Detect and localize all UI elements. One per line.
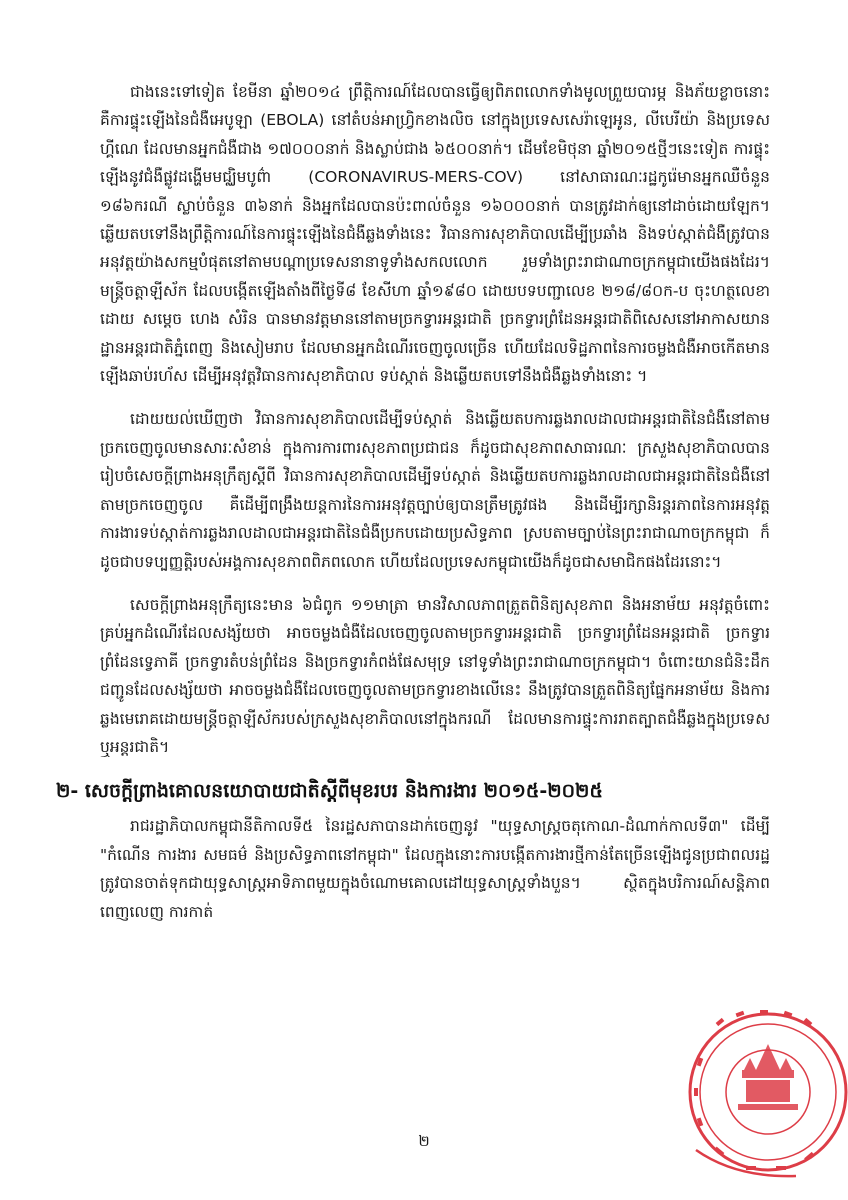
- page-number: ២: [418, 1132, 430, 1150]
- section-heading: ២- សេចក្តីព្រាងគោលនយោបាយជាតិស្តីពីមុខរបរ និងការងារ ២០១៥-២០២៥: [56, 780, 603, 803]
- paragraph-2: ដោយយល់ឃើញថា វិធានការសុខាភិបាលដើម្បីទប់ស្កាត់ និងឆ្លើយតបការឆ្លងរាលដាលជាអន្តរជាតិនៃជំងឺនៅតាមច្រកចេញចូលមានសារៈសំខាន់ ក្នុងការការពារសុខភាពប្រជាជន ក៏ដូចជាសុខភាពសាធារណៈ ក្រសួងសុខាភិបាលបានរៀបចំសេចក្ដីព្រាងអនុក្រឹត្យស្ដីពី វិធានការសុខាភិបាលដើម្បីទប់ស្កាត់ និងឆ្លើយតបការឆ្លងរាលដាលជាអន្តរជាតិនៃជំងឺនៅតាមច្រកចេញចូល គឺដើម្បីពង្រឹងយន្តការនៃការអនុវត្តច្បាប់ឲ្យបានត្រឹមត្រូវផង និងដើម្បីរក្សានិរន្តរភាពនៃការអនុវត្តការងារទប់ស្កាត់ការឆ្លងរាលដាលជាអន្តរជាតិនៃជំងឺប្រកបដោយប្រសិទ្ធភាព ស្របតាមច្បាប់នៃព្រះរាជាណាចក្រកម្ពុជា ក៏ដូចជាបទប្បញ្ញត្តិរបស់អង្គការសុខភាពពិភពលោក ហើយដែលប្រទេសកម្ពុជាយើងក៏ដូចជាសមាជិកផងដែរនោះ។: [100, 410, 770, 571]
- document-body: [56, 78, 770, 941]
- paragraph-3: សេចក្ដីព្រាងអនុក្រឹត្យនេះមាន ៦ជំពូក ១១មាត្រា មានវិសាលភាពត្រួតពិនិត្យសុខភាព និងអនាម័យ អនុវត្តចំពោះគ្រប់អ្នកដំណើរដែលសង្ស័យថា អាចចម្លងជំងឺដែលចេញចូលតាមច្រកទ្វារអន្តរជាតិ ច្រកទ្វារព្រំដែនអន្តរជាតិ ច្រកទ្វារព្រំដែនទ្វេភាគី ច្រកទ្វារតំបន់ព្រំដែន និងច្រកទ្វារកំពង់ផែសមុទ្រ នៅទូទាំងព្រះរាជាណាចក្រកម្ពុជា។ ចំពោះយានជំនិះដឹកជញ្ជូនដែលសង្ស័យថា អាចចម្លងជំងឺដែលចេញចូលតាមច្រកទ្វារខាងលើនេះ នឹងត្រូវបានត្រួតពិនិត្យផ្នែកអនាម័យ និងការឆ្លងមេរោគដោយមន្ត្រីចត្តាឡីស័ករបស់ក្រសួងសុខាភិបាលនៅក្នុងករណី ដែលមានការផ្ទុះការរាតត្បាតជំងឺឆ្លងក្នុងប្រទេស ឬអន្តរជាតិ។: [100, 595, 770, 756]
- paragraph-4: រាជរដ្ឋាភិបាលកម្ពុជានីតិកាលទី៥ នៃរដ្ឋសភាបានដាក់ចេញនូវ "យុទ្ធសាស្ត្រចតុកោណ-ដំណាក់កាលទី៣" ដើម្បី "កំណើន ការងារ សមធម៌ និងប្រសិទ្ធភាពនៅកម្ពុជា" ដែលក្នុងនោះការបង្កើតការងារថ្មីកាន់តែច្រើនឡើងជូនប្រជាពលរដ្ឋ ត្រូវបានចាត់ទុកជាយុទ្ធសាស្ត្រអាទិភាពមួយក្នុងចំណោមគោលដៅយុទ្ធសាស្ត្រទាំងបួន។ ស្ថិតក្នុងបរិការណ៍សន្តិភាពពេញលេញ ការកាត់: [100, 817, 770, 921]
- paragraph-1: ជាងនេះទៅទៀត ខែមីនា ឆ្នាំ២០១៤ ព្រឹត្តិការណ៍ដែលបានធ្វើឲ្យពិភពលោកទាំងមូលព្រួយបារម្ភ និងភ័យខ្លាចនោះ គឺការផ្ទុះឡើងនៃជំងឺអេបូឡា (EBOLA) នៅតំបន់អាហ្វ្រិកខាងលិច នៅក្នុងប្រទេសសេរ៉ាឡេអូន, លីបេរីយ៉ា និងប្រទេសហ្គីណេ ដែលមានអ្នកជំងឺជាង ១៧០០០នាក់ និងស្លាប់ជាង ៦៥០០នាក់។ ដើមខែមិថុនា ឆ្នាំ២០១៥ថ្មីៗនេះទៀត ការផ្ទុះឡើងនូវជំងឺផ្លូវដង្ហើមមជ្ឈិមបូព៌ា (CORONAVIRUS-MERS-COV) នៅសាធារណៈរដ្ឋកូរ៉េមានអ្នកឈឺចំនួន ១៨៦ករណី ស្លាប់ចំនួន ៣៦នាក់ និងអ្នកដែលបានប៉ះពាល់ចំនួន ១៦០០០នាក់ បានត្រូវដាក់ឲ្យនៅដាច់ដោយឡែក។ ឆ្លើយតបទៅនឹងព្រឹត្តិការណ៍នៃការផ្ទុះឡើងនៃជំងឺឆ្លងទាំងនេះ វិធានការសុខាភិបាលដើម្បីប្រឆាំង និងទប់ស្កាត់ជំងឺត្រូវបានអនុវត្តយ៉ាងសកម្មបំផុតនៅតាមបណ្ដាប្រទេសនានាទូទាំងសកលលោក រួមទាំងព្រះរាជាណាចក្រកម្ពុជាយើងផងដែរ។ មន្ត្រីចត្តាឡីស័ក ដែលបង្កើតឡើងតាំងពីថ្ងៃទី៨ ខែសីហា ឆ្នាំ១៩៨០ ដោយបទបញ្ជាលេខ ២១៨/៨០ក-ប ចុះហត្ថលេខាដោយ សម្ដេច ហេង សំរិន បានមានវត្តមាននៅតាមច្រកទ្វារអន្តរជាតិ ច្រកទ្វារព្រំដែនអន្តរជាតិពិសេសនៅអាកាសយានដ្ឋានអន្តរជាតិភ្នំពេញ និងសៀមរាប ដែលមានអ្នកដំណើរចេញចូលច្រើន ហើយដែលទិដ្ឋភាពនៃការចម្លងជំងឺអាចកើតមានឡើងឆាប់រហ័ស ដើម្បីអនុវត្តវិធានការសុខាភិបាល ទប់ស្កាត់ និងឆ្លើយតបទៅនឹងជំងឺឆ្លងទាំងនោះ ។: [100, 83, 770, 386]
- official-seal-stamp: [676, 1000, 848, 1190]
